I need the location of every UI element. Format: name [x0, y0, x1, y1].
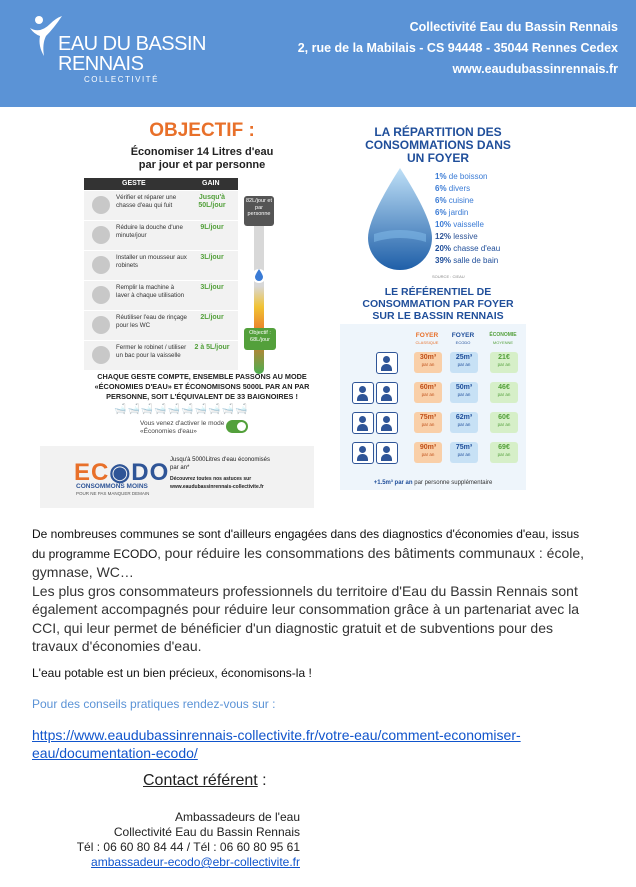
cell-value: 60m³	[419, 384, 437, 391]
objective-subtitle	[84, 146, 320, 172]
cell-classique	[414, 412, 442, 433]
eco-mode-toggle	[226, 420, 248, 433]
breakdown-title-l3: UN FOYER	[406, 151, 469, 165]
row-gain: 2 à 5L/jour	[194, 344, 230, 351]
household-3-icon	[352, 412, 400, 434]
objective-title: OBJECTIF :	[149, 120, 255, 141]
col-ecodo-label: FOYER	[451, 332, 475, 339]
row-geste: Fermer le robinet / utiliser un bac pour la vaisselle	[116, 344, 187, 359]
header-address: 2, rue de la Mabilais - CS 94448 - 35044 Rennes Cedex	[297, 41, 618, 55]
ecodo-tagline2: POUR NE PAS MANQUER DEMAIN	[76, 491, 150, 496]
recycle-icon	[92, 316, 110, 334]
contact-phone: Tél : 06 60 80 84 44 / Tél : 06 60 80 95 61	[76, 840, 300, 854]
reference-footer-bold: +1.5m³ par an	[373, 480, 413, 486]
breakdown-pct: 6%	[435, 196, 447, 205]
cell-ecodo	[450, 412, 478, 433]
table-row	[84, 281, 238, 311]
body-paragraph	[32, 524, 592, 656]
reference-title-l1: LE RÉFÉRENTIEL DE	[384, 286, 492, 298]
col-economie	[486, 332, 520, 346]
contact-email[interactable]: ambassadeur-ecodo@ebr-collectivite.fr	[91, 855, 300, 869]
breakdown-item	[435, 172, 488, 181]
cell-classique	[414, 442, 442, 463]
body-p2: Les plus gros consommateurs professionnels du territoire d'Eau du Bassin Rennais sont également accompagnés pour réduire leur consommation grâce à un partenariat avec la CCI, qui leur permet de bénéficier d'un diagnostic gratuit et de subventions pour des travaux d'économies d'eau.	[32, 582, 580, 654]
advice-line: Pour des conseils pratiques rendez-vous sur :	[32, 697, 276, 711]
row-geste: Vérifier et réparer une chasse d'eau qui fuit	[116, 194, 177, 209]
reference-title	[338, 286, 538, 322]
breakdown-pct: 12%	[435, 232, 452, 241]
shower-icon	[92, 226, 110, 244]
toggle-text-l1: Vous venez d'activer le mode	[140, 420, 225, 427]
breakdown-item	[435, 232, 478, 241]
col-economie-label: ÉCONOMIE	[489, 332, 517, 338]
logo-text-line3: COLLECTIVITÉ	[84, 75, 159, 84]
reference-footer-rest: par personne supplémentaire	[412, 480, 493, 486]
body-p1: De nombreuses communes se sont d'ailleurs engagées dans des diagnostics d'économies d'eau, issus du programme ECODO,	[32, 527, 580, 561]
table-row	[84, 311, 238, 341]
breakdown-title-l1: LA RÉPARTITION DES	[374, 125, 502, 139]
contact-label: Contact référent	[143, 772, 258, 789]
reference-title-l2: CONSOMMATION PAR FOYER	[362, 298, 514, 310]
reference-table	[340, 324, 526, 490]
ecodo-banner	[40, 446, 314, 508]
precious-line: L'eau potable est un bien précieux, économisons-la !	[32, 666, 312, 680]
cell-value: 25m³	[455, 354, 473, 361]
breakdown-item	[435, 220, 484, 229]
breakdown-pct: 1%	[435, 172, 447, 181]
cell-value: 90m³	[419, 444, 437, 451]
contact-org: Collectivité Eau du Bassin Rennais	[113, 825, 300, 839]
reference-title-l3: SUR LE BASSIN RENNAIS	[372, 310, 504, 322]
col-ecodo-sub: ECODO	[455, 340, 471, 345]
cell-value: 46€	[498, 384, 510, 391]
ecodo-link[interactable]: https://www.eaudubassinrennais-collectivite.fr/votre-eau/comment-economiser-eau/documentation-ecodo/	[32, 727, 521, 761]
faucet-icon	[92, 256, 110, 274]
ecodo-info-l2: par an*	[170, 464, 190, 471]
col-classique	[412, 332, 442, 346]
cell-value: 62m³	[455, 414, 473, 421]
contact-role: Ambassadeurs de l'eau	[174, 810, 300, 824]
breakdown-label: jardin	[448, 208, 469, 217]
objective-footer: CHAQUE GESTE COMPTE, ENSEMBLE PASSONS AU MODE «ÉCONOMIES D'EAU» ET ÉCONOMISONS 5000L PAR AN PAR PERSONNE, SOIT L'ÉQUIVALENT DE 33 BAIGNOIRES !	[94, 372, 310, 401]
col-geste: GESTE	[122, 180, 146, 187]
cell-unit: par an	[457, 452, 471, 457]
breakdown-label: de boisson	[448, 172, 488, 181]
toggle-text	[140, 420, 224, 436]
consumption-infographic	[338, 120, 538, 500]
reference-footer	[340, 480, 526, 486]
row-gain: 2L/jour	[200, 314, 224, 321]
gauge-top-label: 82L/jour et par personne	[244, 196, 274, 226]
breakdown-pct: 20%	[435, 244, 452, 253]
table-header	[84, 178, 238, 190]
breakdown-item	[435, 256, 498, 265]
ecodo-logo: EC◉DO	[74, 459, 170, 486]
logo-text-line2: RENNAIS	[58, 53, 144, 75]
cell-classique	[414, 382, 442, 403]
cell-unit: par an	[421, 392, 435, 397]
cell-unit: par an	[497, 392, 511, 397]
row-gain: 3L/jour	[200, 284, 224, 291]
water-drop-icon	[368, 168, 432, 272]
logo-text-line1: EAU DU BASSIN	[58, 33, 206, 55]
row-gain: Jusqu'à 50L/jour	[198, 194, 226, 209]
toilet-icon	[92, 196, 110, 214]
breakdown-item	[435, 208, 468, 217]
cell-unit: par an	[457, 422, 471, 427]
cell-unit: par an	[421, 452, 435, 457]
breakdown-pct: 6%	[435, 208, 447, 217]
cell-unit: par an	[457, 392, 471, 397]
breakdown-item	[435, 196, 474, 205]
header-website[interactable]: www.eaudubassinrennais.fr	[452, 62, 618, 76]
breakdown-label: cuisine	[448, 196, 474, 205]
cell-unit: par an	[497, 452, 511, 457]
breakdown-label: lessive	[453, 232, 478, 241]
drop-icon	[252, 266, 266, 284]
breakdown-source: SOURCE : CIEAU	[432, 274, 465, 279]
ecodo-tagline: CONSOMMONS MOINS	[76, 483, 148, 490]
table-row	[84, 251, 238, 281]
row-geste: Remplir la machine à laver à chaque utilisation	[116, 284, 185, 299]
cell-ecodo	[450, 442, 478, 463]
row-gain: 9L/jour	[200, 224, 224, 231]
breakdown-item	[435, 184, 470, 193]
objective-subtitle-l2: par jour et par personne	[138, 159, 266, 171]
cell-value: 30m³	[419, 354, 437, 361]
cell-unit: par an	[421, 362, 435, 367]
breakdown-item	[435, 244, 500, 253]
header-org: Collectivité Eau du Bassin Rennais	[409, 20, 618, 34]
body-p1b: pour réduire les consommations des bâtiments communaux : école, gymnase, WC…	[32, 544, 585, 580]
contact-colon: :	[257, 772, 267, 789]
cell-economie	[490, 352, 518, 373]
household-4-icon	[352, 442, 400, 464]
cell-value: 69€	[498, 444, 510, 451]
col-gain: GAIN	[202, 180, 220, 187]
breakdown-label: divers	[448, 184, 471, 193]
table-row	[84, 341, 238, 371]
ecodo-logo-a: EC	[74, 459, 110, 486]
sink-icon	[92, 346, 110, 364]
cell-unit: par an	[497, 362, 511, 367]
breakdown-pct: 6%	[435, 184, 447, 193]
bathtub-icons: 🛁🛁🛁🛁🛁🛁🛁🛁🛁🛁	[114, 404, 249, 415]
ecodo-logo-b: DO	[131, 459, 170, 486]
ecodo-info	[170, 457, 310, 491]
cell-unit: par an	[457, 362, 471, 367]
cell-economie	[490, 412, 518, 433]
household-2-icon	[352, 382, 400, 404]
page-header	[0, 0, 636, 107]
ecodo-info-l4: www.eaudubassinrennais-collectivite.fr	[170, 483, 264, 490]
breakdown-title-l2: CONSOMMATIONS DANS	[365, 138, 511, 152]
cell-ecodo	[450, 382, 478, 403]
cell-value: 50m³	[455, 384, 473, 391]
objective-infographic	[74, 120, 320, 513]
table-row	[84, 221, 238, 251]
ecodo-info-l3: Découvrez toutes nos astuces sur	[170, 476, 252, 482]
contact-heading	[143, 772, 267, 790]
objective-subtitle-l1: Économiser 14 Litres d'eau	[130, 146, 274, 158]
breakdown-pct: 10%	[435, 220, 452, 229]
col-economie-sub: MOYENNE	[492, 340, 514, 345]
cell-classique	[414, 352, 442, 373]
breakdown-label: salle de bain	[453, 256, 499, 265]
row-geste: Réutiliser l'eau de rinçage pour les WC	[116, 314, 188, 329]
breakdown-title	[338, 126, 538, 165]
cell-ecodo	[450, 352, 478, 373]
household-1-icon	[376, 352, 400, 374]
cell-unit: par an	[421, 422, 435, 427]
breakdown-pct: 39%	[435, 256, 452, 265]
row-geste: Réduire la douche d'une minute/jour	[116, 224, 183, 239]
cell-unit: par an	[497, 422, 511, 427]
breakdown-label: vaisselle	[453, 220, 484, 229]
row-geste: Installer un mousseur aux robinets	[116, 254, 187, 269]
cell-value: 75m³	[419, 414, 437, 421]
cell-value: 75m³	[455, 444, 473, 451]
breakdown-label: chasse d'eau	[453, 244, 501, 253]
gauge-bottom-label: Objectif : 68L/jour	[244, 328, 276, 350]
cell-economie	[490, 442, 518, 463]
row-gain: 3L/jour	[200, 254, 224, 261]
col-classique-sub: CLASSIQUE	[415, 340, 439, 345]
cell-value: 21€	[498, 354, 510, 361]
col-classique-label: FOYER	[415, 332, 439, 339]
ecodo-info-l1: Jusqu'à 5000Litres d'eau économisés	[170, 457, 271, 463]
col-ecodo	[448, 332, 478, 346]
cell-value: 60€	[498, 414, 510, 421]
washing-machine-icon	[92, 286, 110, 304]
table-row	[84, 191, 238, 221]
toggle-text-l2: «Économies d'eau»	[140, 428, 197, 435]
cell-economie	[490, 382, 518, 403]
